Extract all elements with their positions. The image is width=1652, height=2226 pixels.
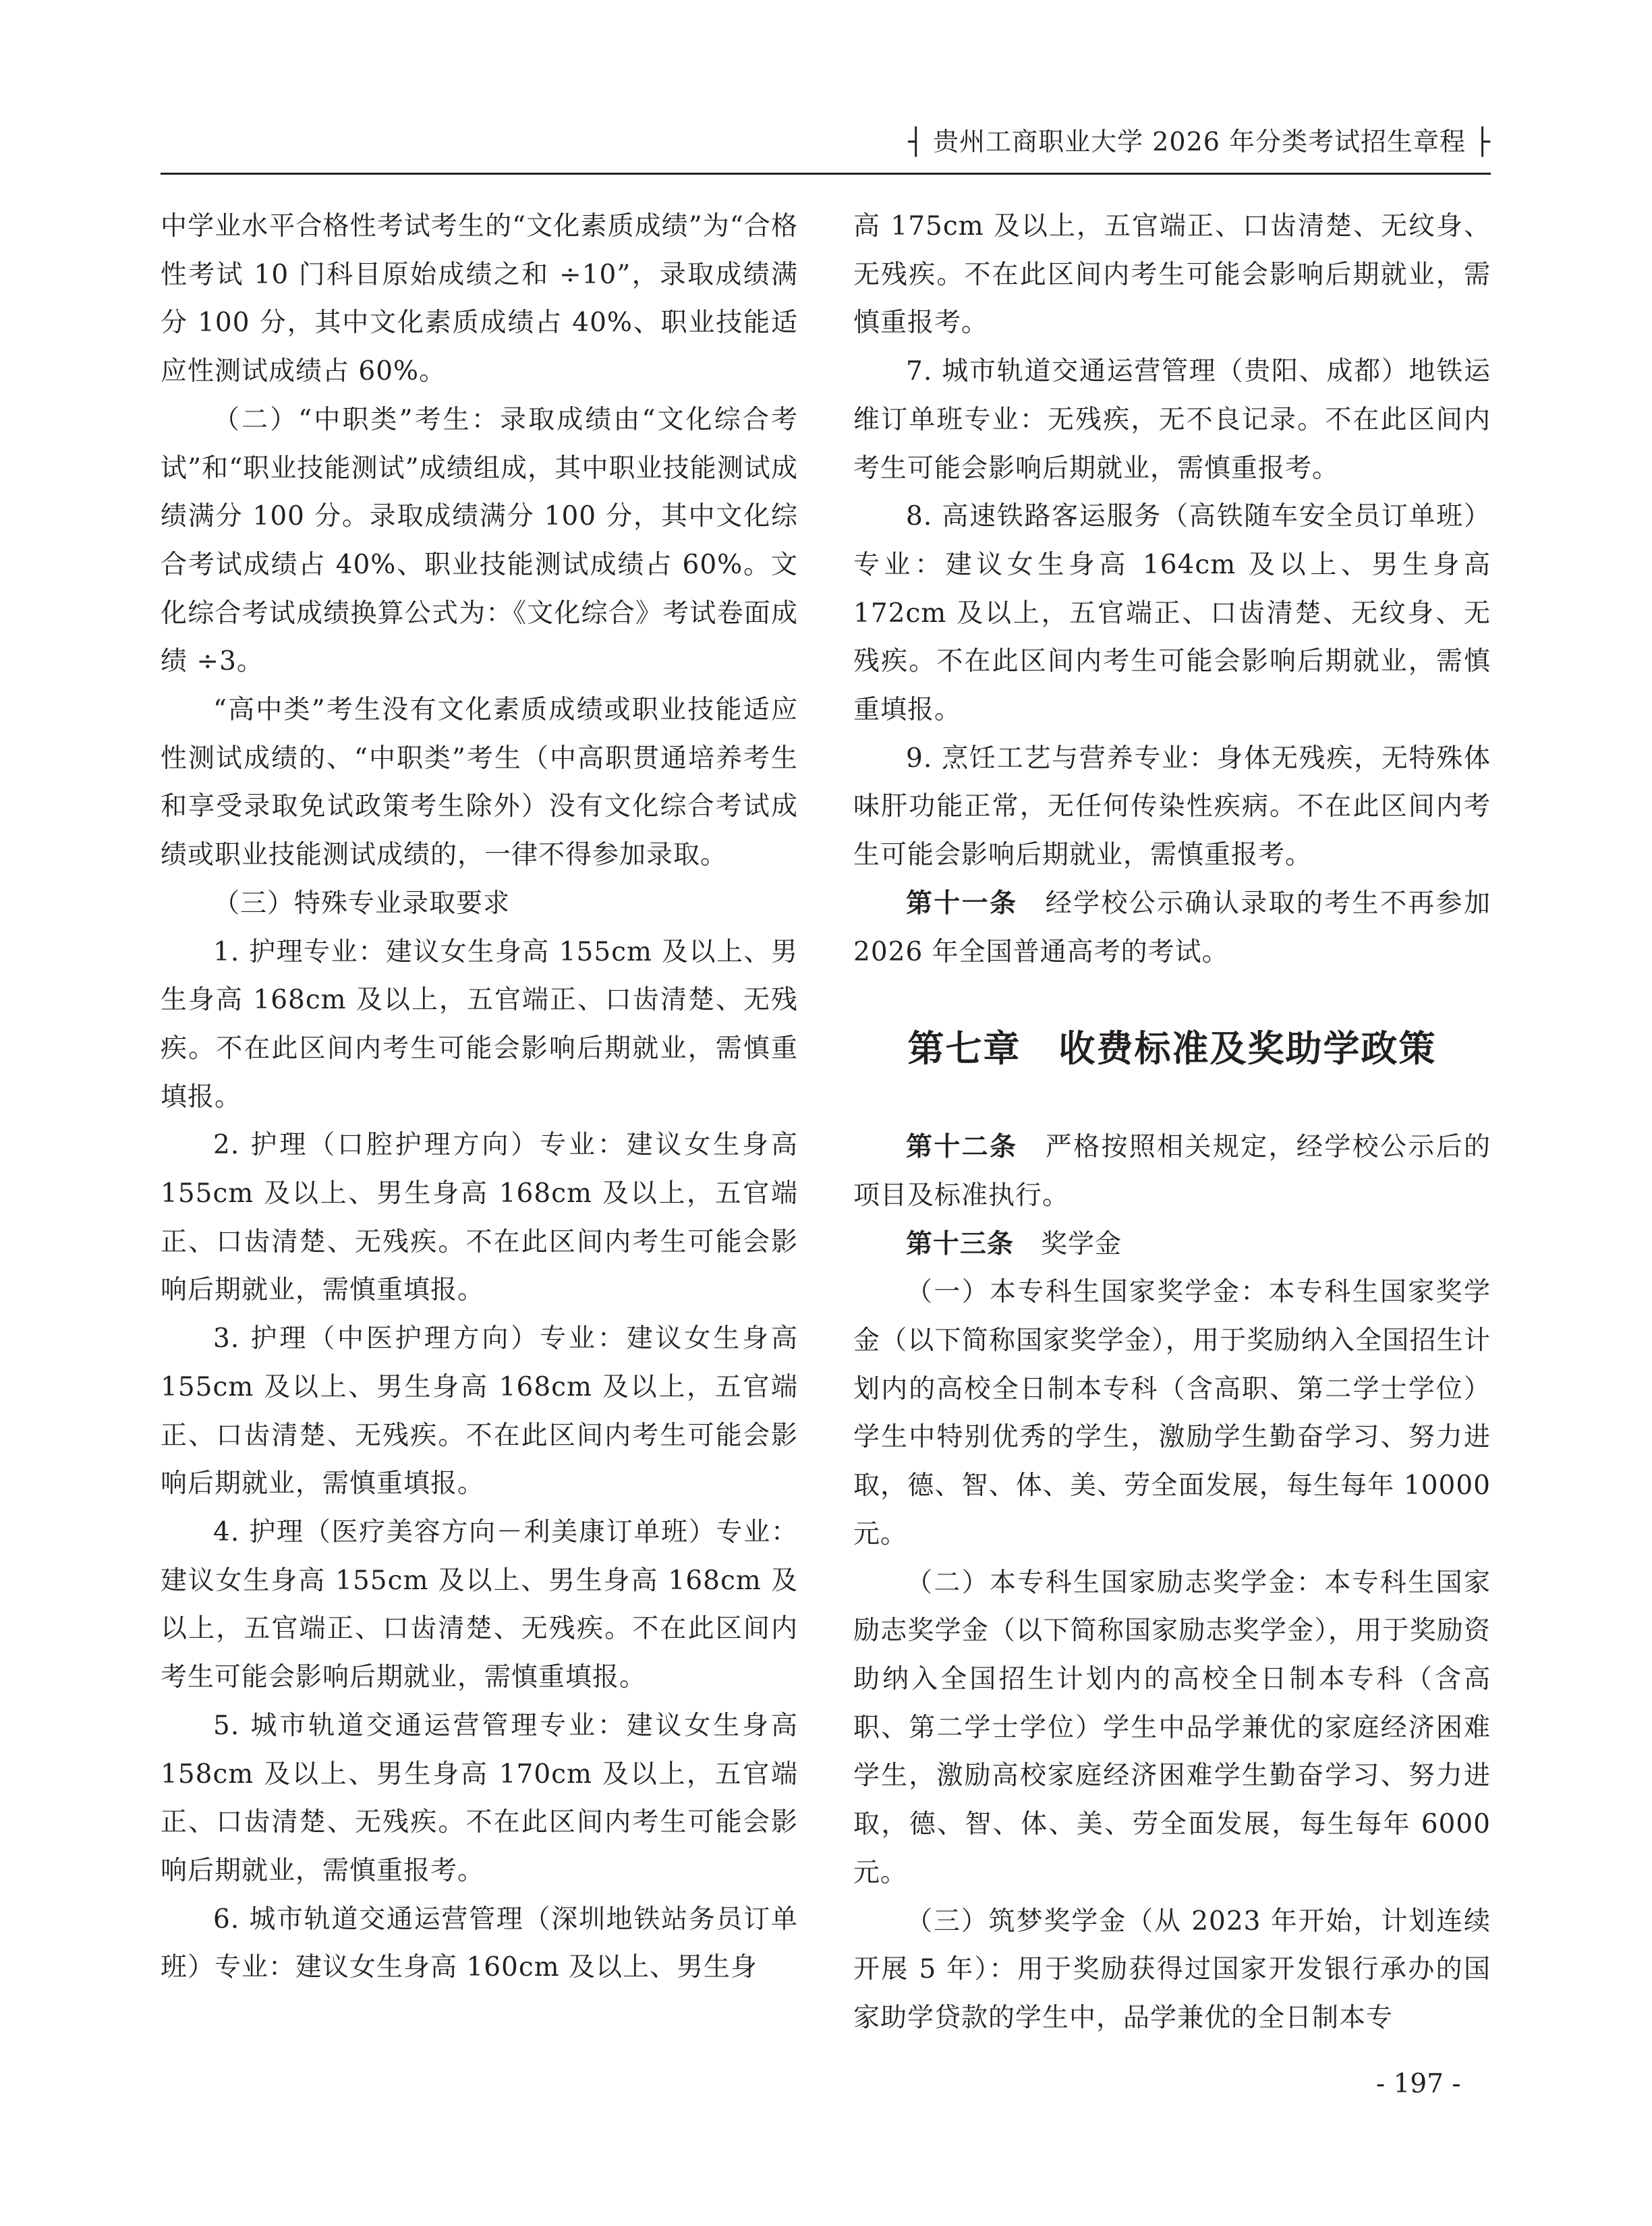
paragraph: 7. 城市轨道交通运营管理（贵阳、成都）地铁运维订单班专业：无残疾，无不良记录。不在此区间内考生可能会影响后期就业，需慎重报考。 <box>853 356 1491 484</box>
running-header <box>161 120 1491 175</box>
paragraph: （二）本专科生国家励志奖学金：本专科生国家励志奖学金（以下简称国家励志奖学金），用于奖励资助纳入全国招生计划内的高校全日制本专科（含高职、第二学士学位）学生中品学兼优的家庭经济困难学生，激励高校家庭经济困难学生勤奋学习、努力进取，德、智、体、美、劳全面发展，每生每年 6000 元。 <box>853 1567 1491 1888</box>
article-text: 严格按照相关规定，经学校公示后的项目及标准执行。 <box>853 1132 1491 1211</box>
paragraph: “高中类”考生没有文化素质成绩或职业技能适应性测试成绩的、“中职类”考生（中高职贯通培养考生和享受录取免试政策考生除外）没有文化综合考试成绩或职业技能测试成绩的，一律不得参加录取。 <box>161 695 798 871</box>
paragraph: 中学业水平合格性考试考生的“文化素质成绩”为“合格性考试 10 门科目原始成绩之和 ÷10”，录取成绩满分 100 分，其中文化素质成绩占 40%、职业技能适应性测试成绩占 60%。 <box>161 211 798 387</box>
paragraph: 4. 护理（医疗美容方向－利美康订单班）专业：建议女生身高 155cm 及以上、男生身高 168cm 及以上，五官端正、口齿清楚、无残疾。不在此区间内考生可能会影响后期就业，需慎重填报。 <box>161 1516 798 1693</box>
paragraph: 5. 城市轨道交通运营管理专业：建议女生身高 158cm 及以上、男生身高 170cm 及以上，五官端正、口齿清楚、无残疾。不在此区间内考生可能会影响后期就业，需慎重报考。 <box>161 1710 798 1886</box>
paragraph: （三）筑梦奖学金（从 2023 年开始，计划连续开展 5 年）：用于奖励获得过国家开发银行承办的国家助学贷款的学生中，品学兼优的全日制本专 <box>853 1906 1491 2033</box>
article-11-paragraph <box>853 880 1491 976</box>
article-text: 经学校公示确认录取的考生不再参加 2026 年全国普通高考的考试。 <box>853 888 1491 967</box>
paragraph: 2. 护理（口腔护理方向）专业：建议女生身高 155cm 及以上、男生身高 168cm 及以上，五官端正、口齿清楚、无残疾。不在此区间内考生可能会影响后期就业，需慎重填报。 <box>161 1130 798 1306</box>
paragraph: 高 175cm 及以上，五官端正、口齿清楚、无纹身、无残疾。不在此区间内考生可能会影响后期就业，需慎重报考。 <box>853 211 1491 339</box>
header-title: ┤ 贵州工商职业大学 2026 年分类考试招生章程 ├ <box>908 127 1491 156</box>
chapter-heading: 第七章 收费标准及奖助学政策 <box>907 1027 1437 1071</box>
article-12-paragraph <box>853 1123 1491 1220</box>
article-label: 第十三条 <box>906 1228 1015 1259</box>
article-label: 第十二条 <box>906 1131 1018 1163</box>
paragraph: 6. 城市轨道交通运营管理（深圳地铁站务员订单班）专业：建议女生身高 160cm 及以上、男生身 <box>161 1904 798 1983</box>
article-label: 第十一条 <box>906 887 1018 919</box>
paragraph: 8. 高速铁路客运服务（高铁随车安全员订单班）专业：建议女生身高 164cm 及以上、男生身高 172cm 及以上，五官端正、口齿清楚、无纹身、无残疾。不在此区间内考生可能会影响后期就业，需慎重填报。 <box>853 501 1491 726</box>
left-column <box>161 202 798 1992</box>
paragraph: 9. 烹饪工艺与营养专业：身体无残疾，无特殊体味肝功能正常，无任何传染性疾病。不在此区间内考生可能会影响后期就业，需慎重报考。 <box>853 743 1491 871</box>
article-text: 奖学金 <box>1041 1228 1122 1259</box>
paragraph: 1. 护理专业：建议女生身高 155cm 及以上、男生身高 168cm 及以上，五官端正、口齿清楚、无残疾。不在此区间内考生可能会影响后期就业，需慎重填报。 <box>161 936 798 1112</box>
page-number: - 197 - <box>1376 2069 1461 2099</box>
paragraph: （一）本专科生国家奖学金：本专科生国家奖学金（以下简称国家奖学金），用于奖励纳入全国招生计划内的高校全日制本专科（含高职、第二学士学位）学生中特别优秀的学生，激励学生勤奋学习、努力进取，德、智、体、美、劳全面发展，每生每年 10000 元。 <box>853 1277 1491 1549</box>
article-13-paragraph <box>853 1220 1491 1269</box>
paragraph: （二）“中职类”考生：录取成绩由“文化综合考试”和“职业技能测试”成绩组成，其中职业技能测试成绩满分 100 分。录取成绩满分 100 分，其中文化综合考试成绩占 40%、职业技能测试成绩占 60%。文化综合考试成绩换算公式为：《文化综合》考试卷面成绩 ÷3。 <box>161 404 798 677</box>
paragraph: 3. 护理（中医护理方向）专业：建议女生身高 155cm 及以上、男生身高 168cm 及以上，五官端正、口齿清楚、无残疾。不在此区间内考生可能会影响后期就业，需慎重填报。 <box>161 1323 798 1500</box>
paragraph: （三）特殊专业录取要求 <box>213 888 511 919</box>
right-column <box>853 202 1491 2043</box>
